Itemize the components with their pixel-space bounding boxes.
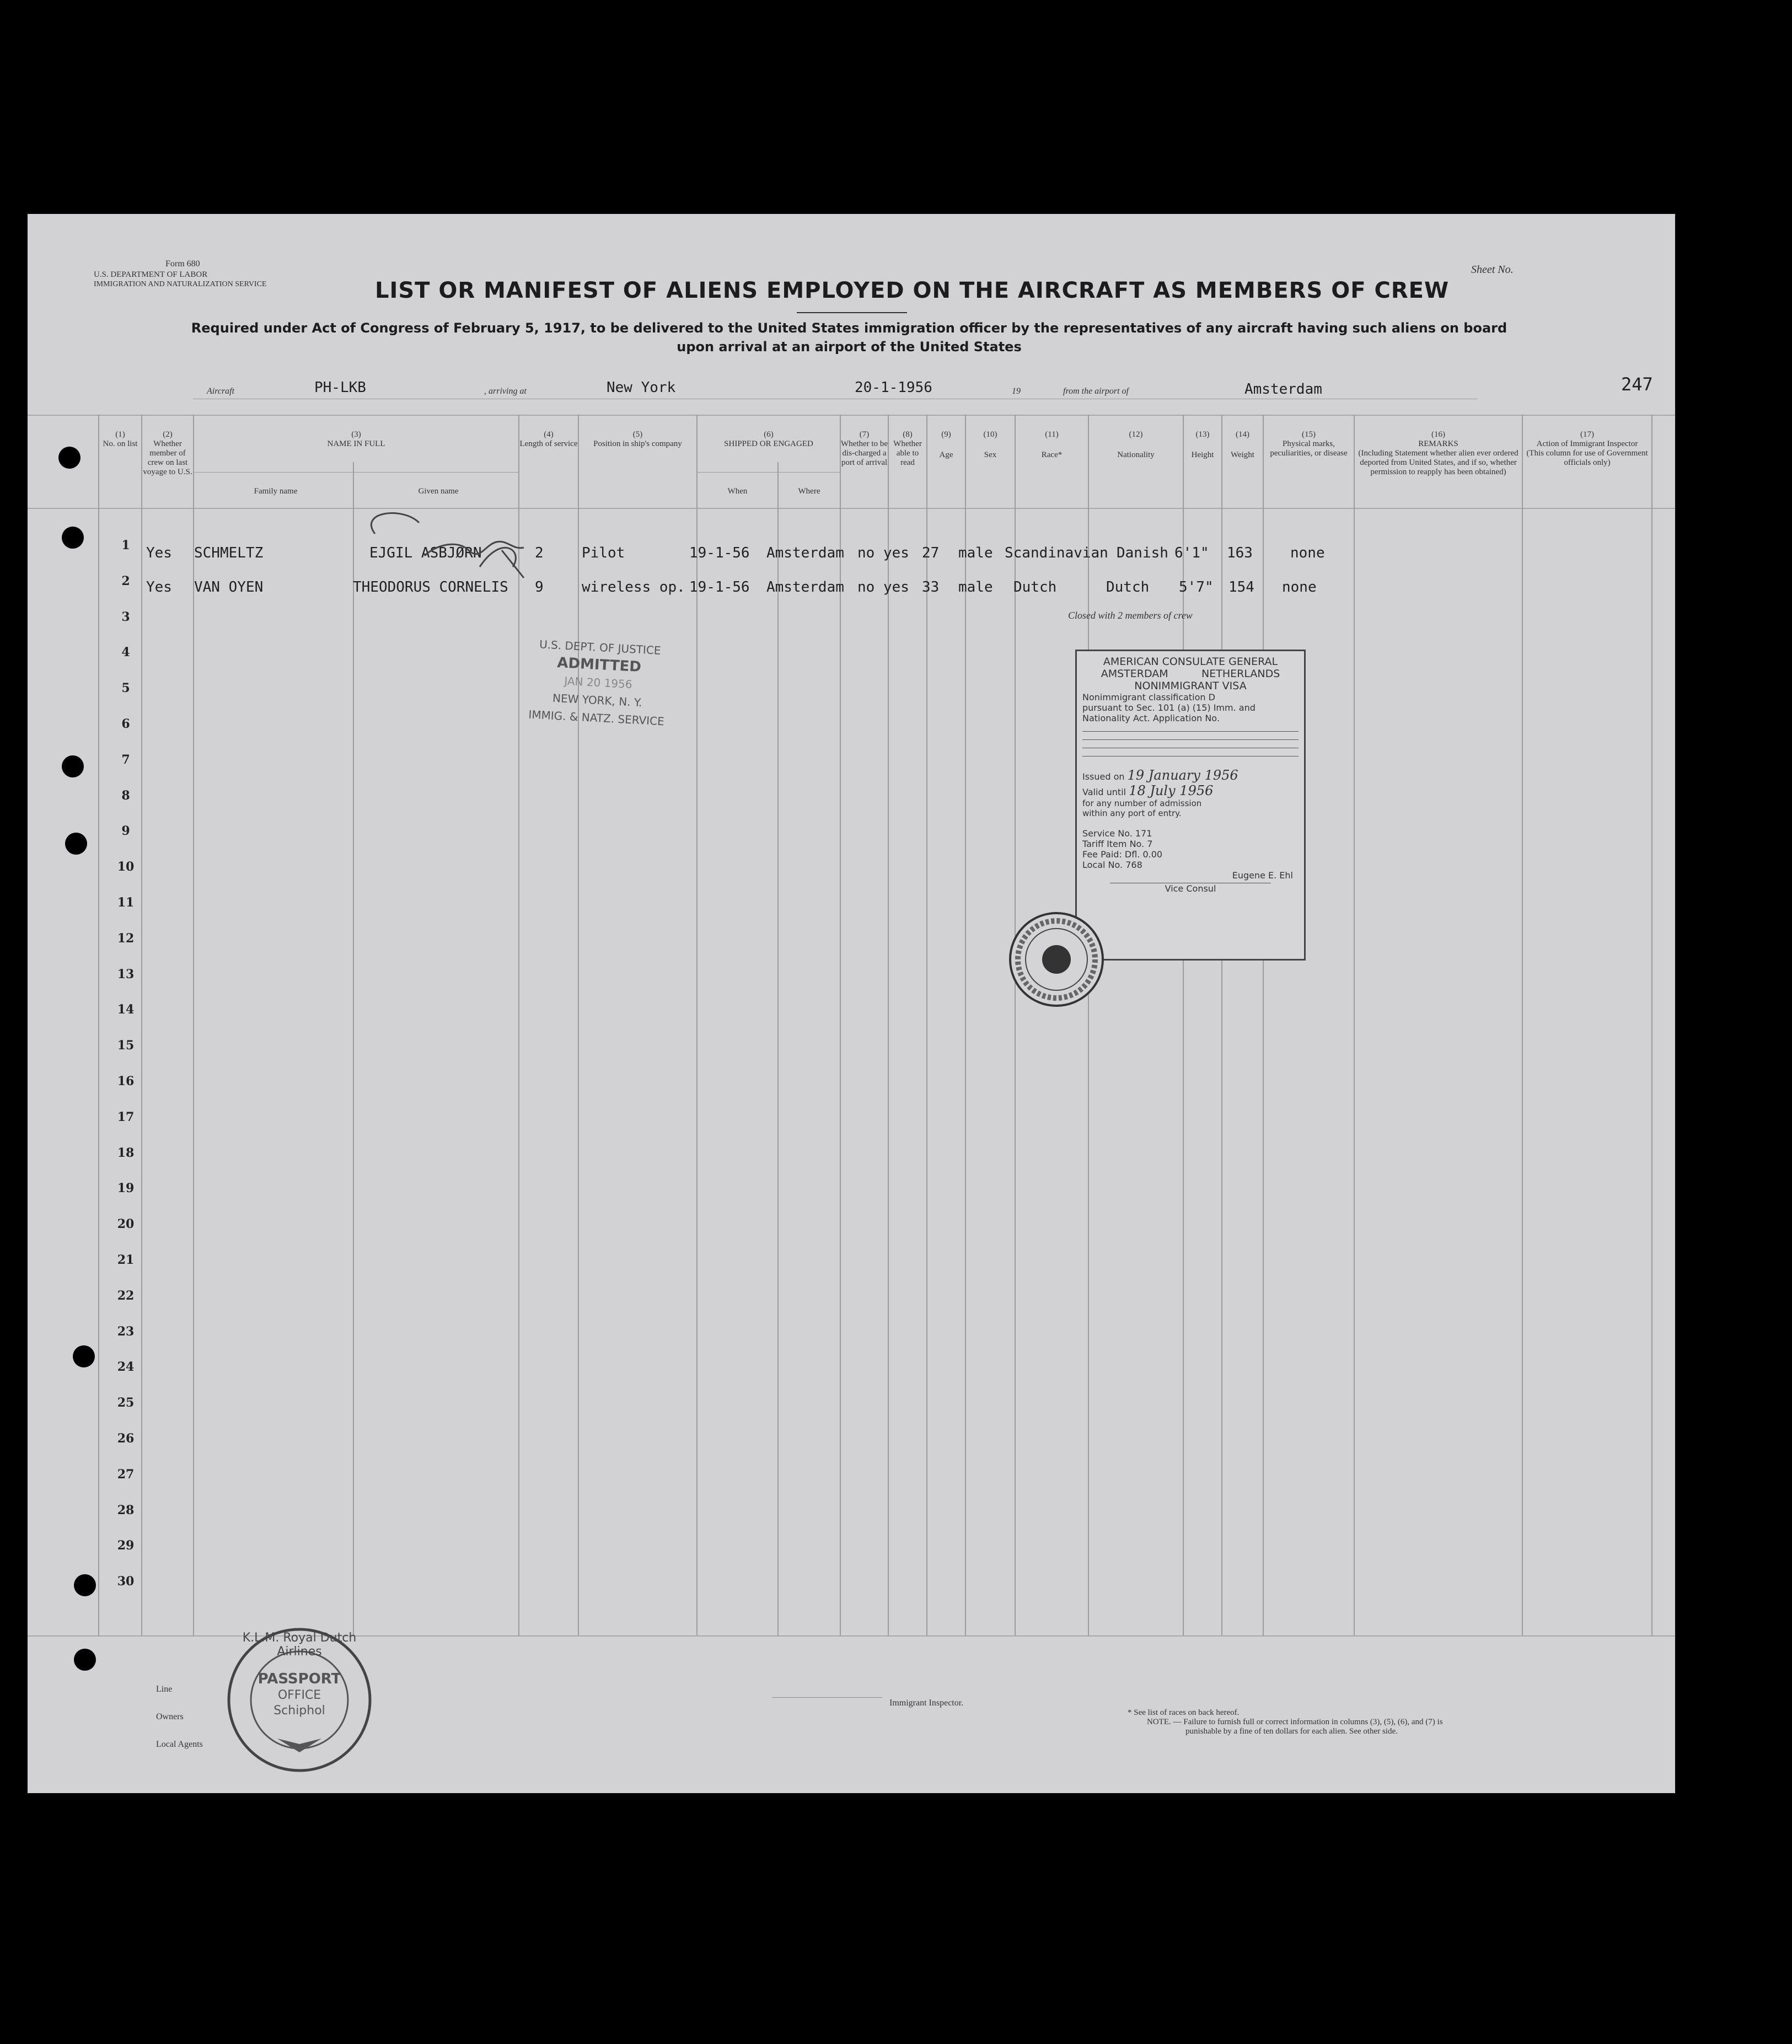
row1-family: SCHMELTZ <box>194 545 264 561</box>
arriving-value: New York <box>607 379 676 396</box>
visa-valid-tail2: within any port of entry. <box>1082 808 1182 818</box>
punch-hole <box>73 1345 95 1367</box>
arriving-label: , arriving at <box>484 387 527 396</box>
visa-fee: Fee Paid: Dfl. 0.00 <box>1082 849 1163 860</box>
col-divider <box>1263 415 1264 1635</box>
visa-valid: Valid until 18 July 1956 <box>1082 783 1214 798</box>
col-header-12: (12) Nationality <box>1117 430 1155 459</box>
col-divider <box>1088 415 1089 1635</box>
col-header-given: Given name <box>418 487 459 496</box>
col-divider <box>1651 415 1652 1635</box>
col-header-10: (10) Sex <box>983 430 997 459</box>
form-number: Form 680 <box>165 259 200 269</box>
row-number: 16 <box>117 1074 135 1088</box>
row-number: 30 <box>117 1574 135 1589</box>
row-number: 10 <box>117 860 135 874</box>
visa-stamp <box>1075 650 1306 961</box>
admitted-stamp-line1: U.S. DEPT. OF JUSTICE <box>539 637 662 657</box>
footer-note1: * See list of races on back hereof. <box>1128 1708 1240 1717</box>
manifest-sheet <box>28 214 1675 1793</box>
row-number: 26 <box>117 1431 135 1446</box>
col-divider <box>353 462 354 1635</box>
row-number: 27 <box>117 1467 135 1482</box>
row1-race: Scandinavian <box>1005 545 1108 561</box>
col-divider <box>777 462 779 1635</box>
inspector-signature-line <box>772 1697 882 1698</box>
aircraft-label: Aircraft <box>207 387 235 396</box>
footer-agents-label: Local Agents <box>156 1740 203 1749</box>
dept-line2: IMMIGRATION AND NATURALIZATION SERVICE <box>94 280 267 288</box>
col-header-5: (5) Position in ship's company <box>593 430 682 448</box>
row1-position: Pilot <box>582 545 625 561</box>
footer-owners-label: Owners <box>156 1712 184 1721</box>
col-header-when: When <box>727 487 748 496</box>
col-header-14: (14) Weight <box>1231 430 1254 459</box>
row2-given: THEODORUS CORNELIS <box>353 579 508 596</box>
punch-hole <box>74 1649 96 1671</box>
inspector-signature <box>336 501 700 589</box>
row-number: 21 <box>117 1253 135 1267</box>
admitted-stamp-line3: JAN 20 1956 <box>564 674 633 691</box>
row2-discharged: no <box>857 579 875 596</box>
col-header-16: (16) REMARKS (Including Statement whether alien ever ordered deported from United States, and if so, whether permission to reapply has been obtained) <box>1358 430 1519 476</box>
row-number: 4 <box>121 645 130 659</box>
row-number: 9 <box>121 824 130 838</box>
row-number: 2 <box>121 574 130 588</box>
col-divider <box>1183 415 1184 1635</box>
row2-where: Amsterdam <box>766 579 844 596</box>
visa-line5: pursuant to Sec. 101 (a) (15) Imm. and <box>1082 702 1256 713</box>
visa-consul-title: Vice Consul <box>1110 883 1271 894</box>
table-top-rule <box>28 415 1675 416</box>
punch-hole <box>65 833 87 855</box>
punch-hole <box>58 447 81 469</box>
row1-weight: 163 <box>1227 545 1253 561</box>
col-divider <box>578 415 579 1635</box>
table-header-rule <box>28 508 1675 509</box>
row1-when: 19-1-56 <box>689 545 750 561</box>
closed-note: Closed with 2 members of crew <box>1068 610 1193 621</box>
row2-race: Dutch <box>1013 579 1057 596</box>
row2-read: yes <box>883 579 909 596</box>
row1-given: EJGIL ASBJØRN <box>369 545 482 561</box>
col-header-6: (6) SHIPPED OR ENGAGED <box>724 430 813 448</box>
col-divider <box>1354 415 1355 1635</box>
dept-line1: U.S. DEPARTMENT OF LABOR <box>94 270 208 279</box>
row1-service: 2 <box>535 545 544 561</box>
row1-sex: male <box>958 545 993 561</box>
row2-sex: male <box>958 579 993 596</box>
row2-position: wireless op. <box>582 579 685 596</box>
klm-ring-text: K.L.M. Royal Dutch Airlines <box>242 1631 357 1659</box>
visa-issued: Issued on 19 January 1956 <box>1082 768 1238 783</box>
row-number: 8 <box>121 788 130 803</box>
row2-age: 33 <box>922 579 940 596</box>
row-number: 20 <box>117 1217 135 1231</box>
row-number: 24 <box>117 1360 135 1374</box>
col-divider <box>141 415 142 1635</box>
col-header-7: (7) Whether to be dis-charged a port of arrival <box>841 430 888 467</box>
col-divider <box>888 415 889 1635</box>
aircraft-value: PH-LKB <box>314 379 366 396</box>
row-number: 13 <box>117 967 135 981</box>
col-divider <box>193 415 194 1635</box>
row-number: 19 <box>117 1181 135 1195</box>
col-header-15: (15) Physical marks, peculiarities, or disease <box>1270 430 1348 458</box>
row1-marks: none <box>1290 545 1325 561</box>
row-number: 6 <box>121 717 130 731</box>
row-number: 12 <box>117 931 135 946</box>
page-number: 247 <box>1621 374 1653 395</box>
admitted-stamp <box>494 633 702 732</box>
col-divider <box>696 415 698 1635</box>
punch-hole <box>62 527 84 549</box>
row-number: 1 <box>121 538 130 552</box>
row1-height: 6'1" <box>1174 545 1209 561</box>
arrival-date: 20-1-1956 <box>855 379 932 396</box>
col-divider <box>926 415 927 1635</box>
row-number: 14 <box>117 1002 135 1017</box>
klm-passport-stamp <box>225 1625 374 1774</box>
row-number: 23 <box>117 1324 135 1339</box>
row-number: 28 <box>117 1503 135 1517</box>
row2-service: 9 <box>535 579 544 596</box>
page-title: LIST OR MANIFEST OF ALIENS EMPLOYED ON THE AIRCRAFT AS MEMBERS OF CREW <box>375 278 1450 303</box>
row2-nationality: Dutch <box>1106 579 1150 596</box>
punch-hole <box>74 1574 96 1596</box>
from-label: from the airport of <box>1063 387 1129 396</box>
col-header-9: (9) Age <box>939 430 953 459</box>
col-header-11: (11) Race* <box>1041 430 1063 459</box>
col-header-4: (4) Length of service <box>519 430 578 448</box>
year-label: 19 <box>1012 387 1021 396</box>
visa-tariff: Tariff Item No. 7 <box>1082 839 1153 849</box>
col-header-17: (17) Action of Immigrant Inspector (This column for use of Government officials only) <box>1526 430 1648 467</box>
footer-note2: NOTE. — Failure to furnish full or correct information in columns (3), (5), (6), and (7) is <box>1147 1718 1443 1726</box>
visa-line6: Nationality Act. Application No. <box>1082 713 1220 723</box>
row2-height: 5'7" <box>1179 579 1214 596</box>
admitted-stamp-line2: ADMITTED <box>556 654 642 676</box>
col-divider <box>1015 415 1016 1635</box>
row-number: 17 <box>117 1110 135 1124</box>
row1-read: yes <box>883 545 909 561</box>
col-divider <box>1522 415 1523 1635</box>
row1-discharged: no <box>857 545 875 561</box>
row1-where: Amsterdam <box>766 545 844 561</box>
visa-service-no: Service No. 171 <box>1082 828 1152 839</box>
row-number: 18 <box>117 1146 135 1160</box>
col-header-8: (8) Whether able to read <box>893 430 922 467</box>
title-rule <box>797 312 907 313</box>
col-header-where: Where <box>798 487 820 496</box>
visa-local: Local No. 768 <box>1082 860 1142 870</box>
footer-note3: punishable by a fine of ten dollars for each alien. See other side. <box>1185 1727 1398 1736</box>
consulate-seal <box>1007 910 1106 1009</box>
name-subrule <box>193 472 518 473</box>
row2-prev: Yes <box>146 579 172 596</box>
row-number: 22 <box>117 1289 135 1303</box>
footer-line-label: Line <box>156 1684 173 1694</box>
row-number: 5 <box>121 681 130 695</box>
row-number: 15 <box>117 1038 135 1053</box>
col-divider <box>965 415 966 1635</box>
visa-line3: NONIMMIGRANT VISA <box>1134 680 1247 692</box>
from-airport: Amsterdam <box>1244 381 1322 398</box>
row-number: 7 <box>121 753 130 767</box>
row2-family: VAN OYEN <box>194 579 264 596</box>
admitted-stamp-line4: NEW YORK, N. Y. <box>552 691 643 710</box>
row2-weight: 154 <box>1228 579 1254 596</box>
col-header-3: (3) NAME IN FULL <box>327 430 385 448</box>
klm-stamp-line3: Schiphol <box>273 1704 325 1718</box>
row-number: 3 <box>121 610 130 624</box>
subtitle-line2: upon arrival at an airport of the United States <box>677 339 1022 355</box>
visa-consul: Eugene E. Ehl <box>1232 870 1293 881</box>
row-number: 11 <box>117 895 135 910</box>
col-divider <box>1221 415 1222 1635</box>
col-header-2: (2) Whether member of crew on last voyage to U.S. <box>143 430 192 476</box>
row2-when: 19-1-56 <box>689 579 750 596</box>
subtitle <box>149 319 1549 356</box>
row1-nationality: Danish <box>1117 545 1168 561</box>
visa-line1: AMERICAN CONSULATE GENERAL <box>1103 656 1278 668</box>
shipped-subrule <box>696 472 840 473</box>
row-number: 29 <box>117 1538 135 1553</box>
col-divider <box>98 415 99 1635</box>
col-header-family: Family name <box>254 487 298 496</box>
row1-prev: Yes <box>146 545 172 561</box>
col-header-1: (1) No. on list <box>103 430 138 448</box>
footer-inspector-label: Immigrant Inspector. <box>889 1698 964 1708</box>
row1-age: 27 <box>922 545 940 561</box>
row2-marks: none <box>1282 579 1317 596</box>
col-header-13: (13) Height <box>1191 430 1214 459</box>
visa-line2: AMSTERDAM NETHERLANDS <box>1101 668 1280 680</box>
visa-valid-tail1: for any number of admission <box>1082 798 1202 808</box>
visa-line4: Nonimmigrant classification D <box>1082 692 1215 702</box>
subtitle-line1: Required under Act of Congress of February 5, 1917, to be delivered to the United States immigration officer by the representatives of any aircraft having such aliens on board <box>191 320 1507 336</box>
col-divider <box>518 415 519 1635</box>
klm-stamp-line2: OFFICE <box>277 1688 321 1702</box>
row-number: 25 <box>117 1396 135 1410</box>
admitted-stamp-line5: IMMIG. & NATZ. SERVICE <box>528 707 665 728</box>
col-divider <box>840 415 841 1635</box>
sheet-no-label: Sheet No. <box>1471 264 1514 276</box>
klm-stamp-line1: PASSPORT <box>257 1671 341 1687</box>
punch-hole <box>62 755 84 777</box>
